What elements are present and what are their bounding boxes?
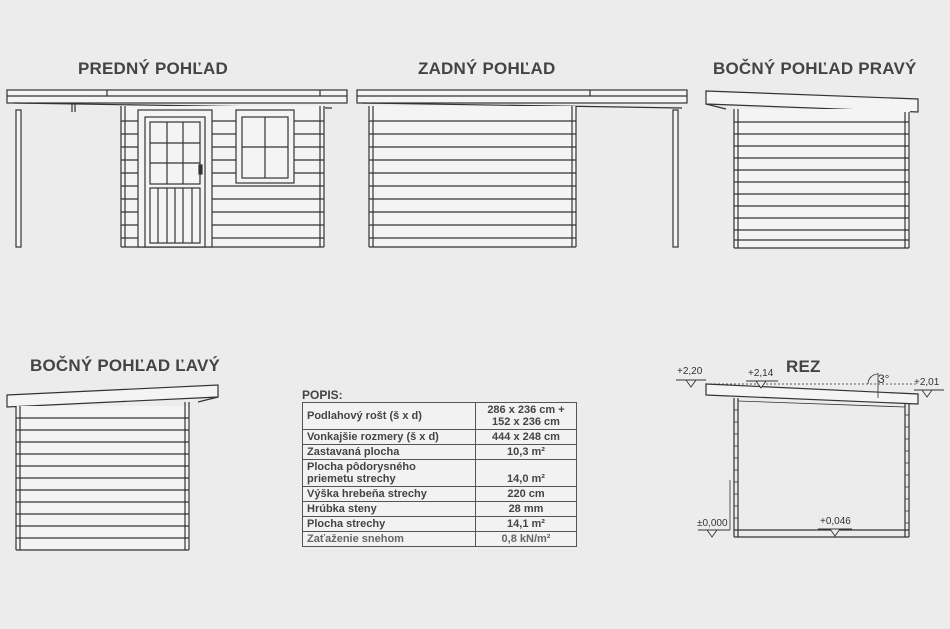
table-row	[303, 445, 577, 460]
table-row	[303, 517, 577, 532]
spec-value: 14,0 m²	[476, 460, 577, 487]
spec-label: Plocha pôdorysného priemetu strechy	[303, 460, 476, 487]
spec-value: 220 cm	[476, 487, 577, 502]
level-label-floor: +0,046	[820, 516, 851, 527]
spec-label: Výška hrebeňa strechy	[303, 487, 476, 502]
level-label-top-right: +2,01	[914, 377, 940, 388]
spec-value: 28 mm	[476, 502, 577, 517]
table-row	[303, 487, 577, 502]
right-view-title: BOČNÝ POHĽAD PRAVÝ	[713, 59, 917, 78]
table-row	[303, 430, 577, 445]
right-view-drawing	[706, 91, 918, 248]
spec-label: Hrúbka steny	[303, 502, 476, 517]
spec-table	[302, 402, 577, 547]
front-door	[138, 110, 212, 247]
table-row	[303, 460, 577, 487]
spec-value: 286 x 236 cm + 152 x 236 cm	[476, 403, 577, 430]
spec-value: 0,8 kN/m²	[476, 532, 577, 547]
section-drawing	[676, 373, 944, 537]
left-view-drawing	[7, 385, 218, 550]
spec-value: 10,3 m²	[476, 445, 577, 460]
popis-title: POPIS:	[302, 388, 343, 402]
table-row	[303, 502, 577, 517]
roof-angle-label: 3°	[878, 372, 890, 386]
spec-label: Zastavaná plocha	[303, 445, 476, 460]
spec-label: Plocha strechy	[303, 517, 476, 532]
spec-label: Vonkajšie rozmery (š x d)	[303, 430, 476, 445]
table-row	[303, 532, 577, 547]
left-view-title: BOČNÝ POHĽAD ĽAVÝ	[30, 356, 221, 375]
front-view-drawing	[7, 90, 347, 247]
spec-label: Podlahový rošt (š x d)	[303, 403, 476, 430]
front-view-title: PREDNÝ POHĽAD	[78, 59, 228, 78]
level-label-top-left: +2,20	[677, 366, 703, 377]
spec-value: 14,1 m²	[476, 517, 577, 532]
back-view-title: ZADNÝ POHĽAD	[418, 59, 556, 78]
front-window	[236, 110, 294, 183]
table-row	[303, 403, 577, 430]
section-view-title: REZ	[786, 357, 821, 376]
spec-value: 444 x 248 cm	[476, 430, 577, 445]
level-label-wall-top: +2,14	[748, 368, 774, 379]
back-view-drawing	[357, 90, 687, 247]
spec-label: Zaťaženie snehom	[303, 532, 476, 547]
level-label-ground: ±0,000	[697, 518, 728, 529]
